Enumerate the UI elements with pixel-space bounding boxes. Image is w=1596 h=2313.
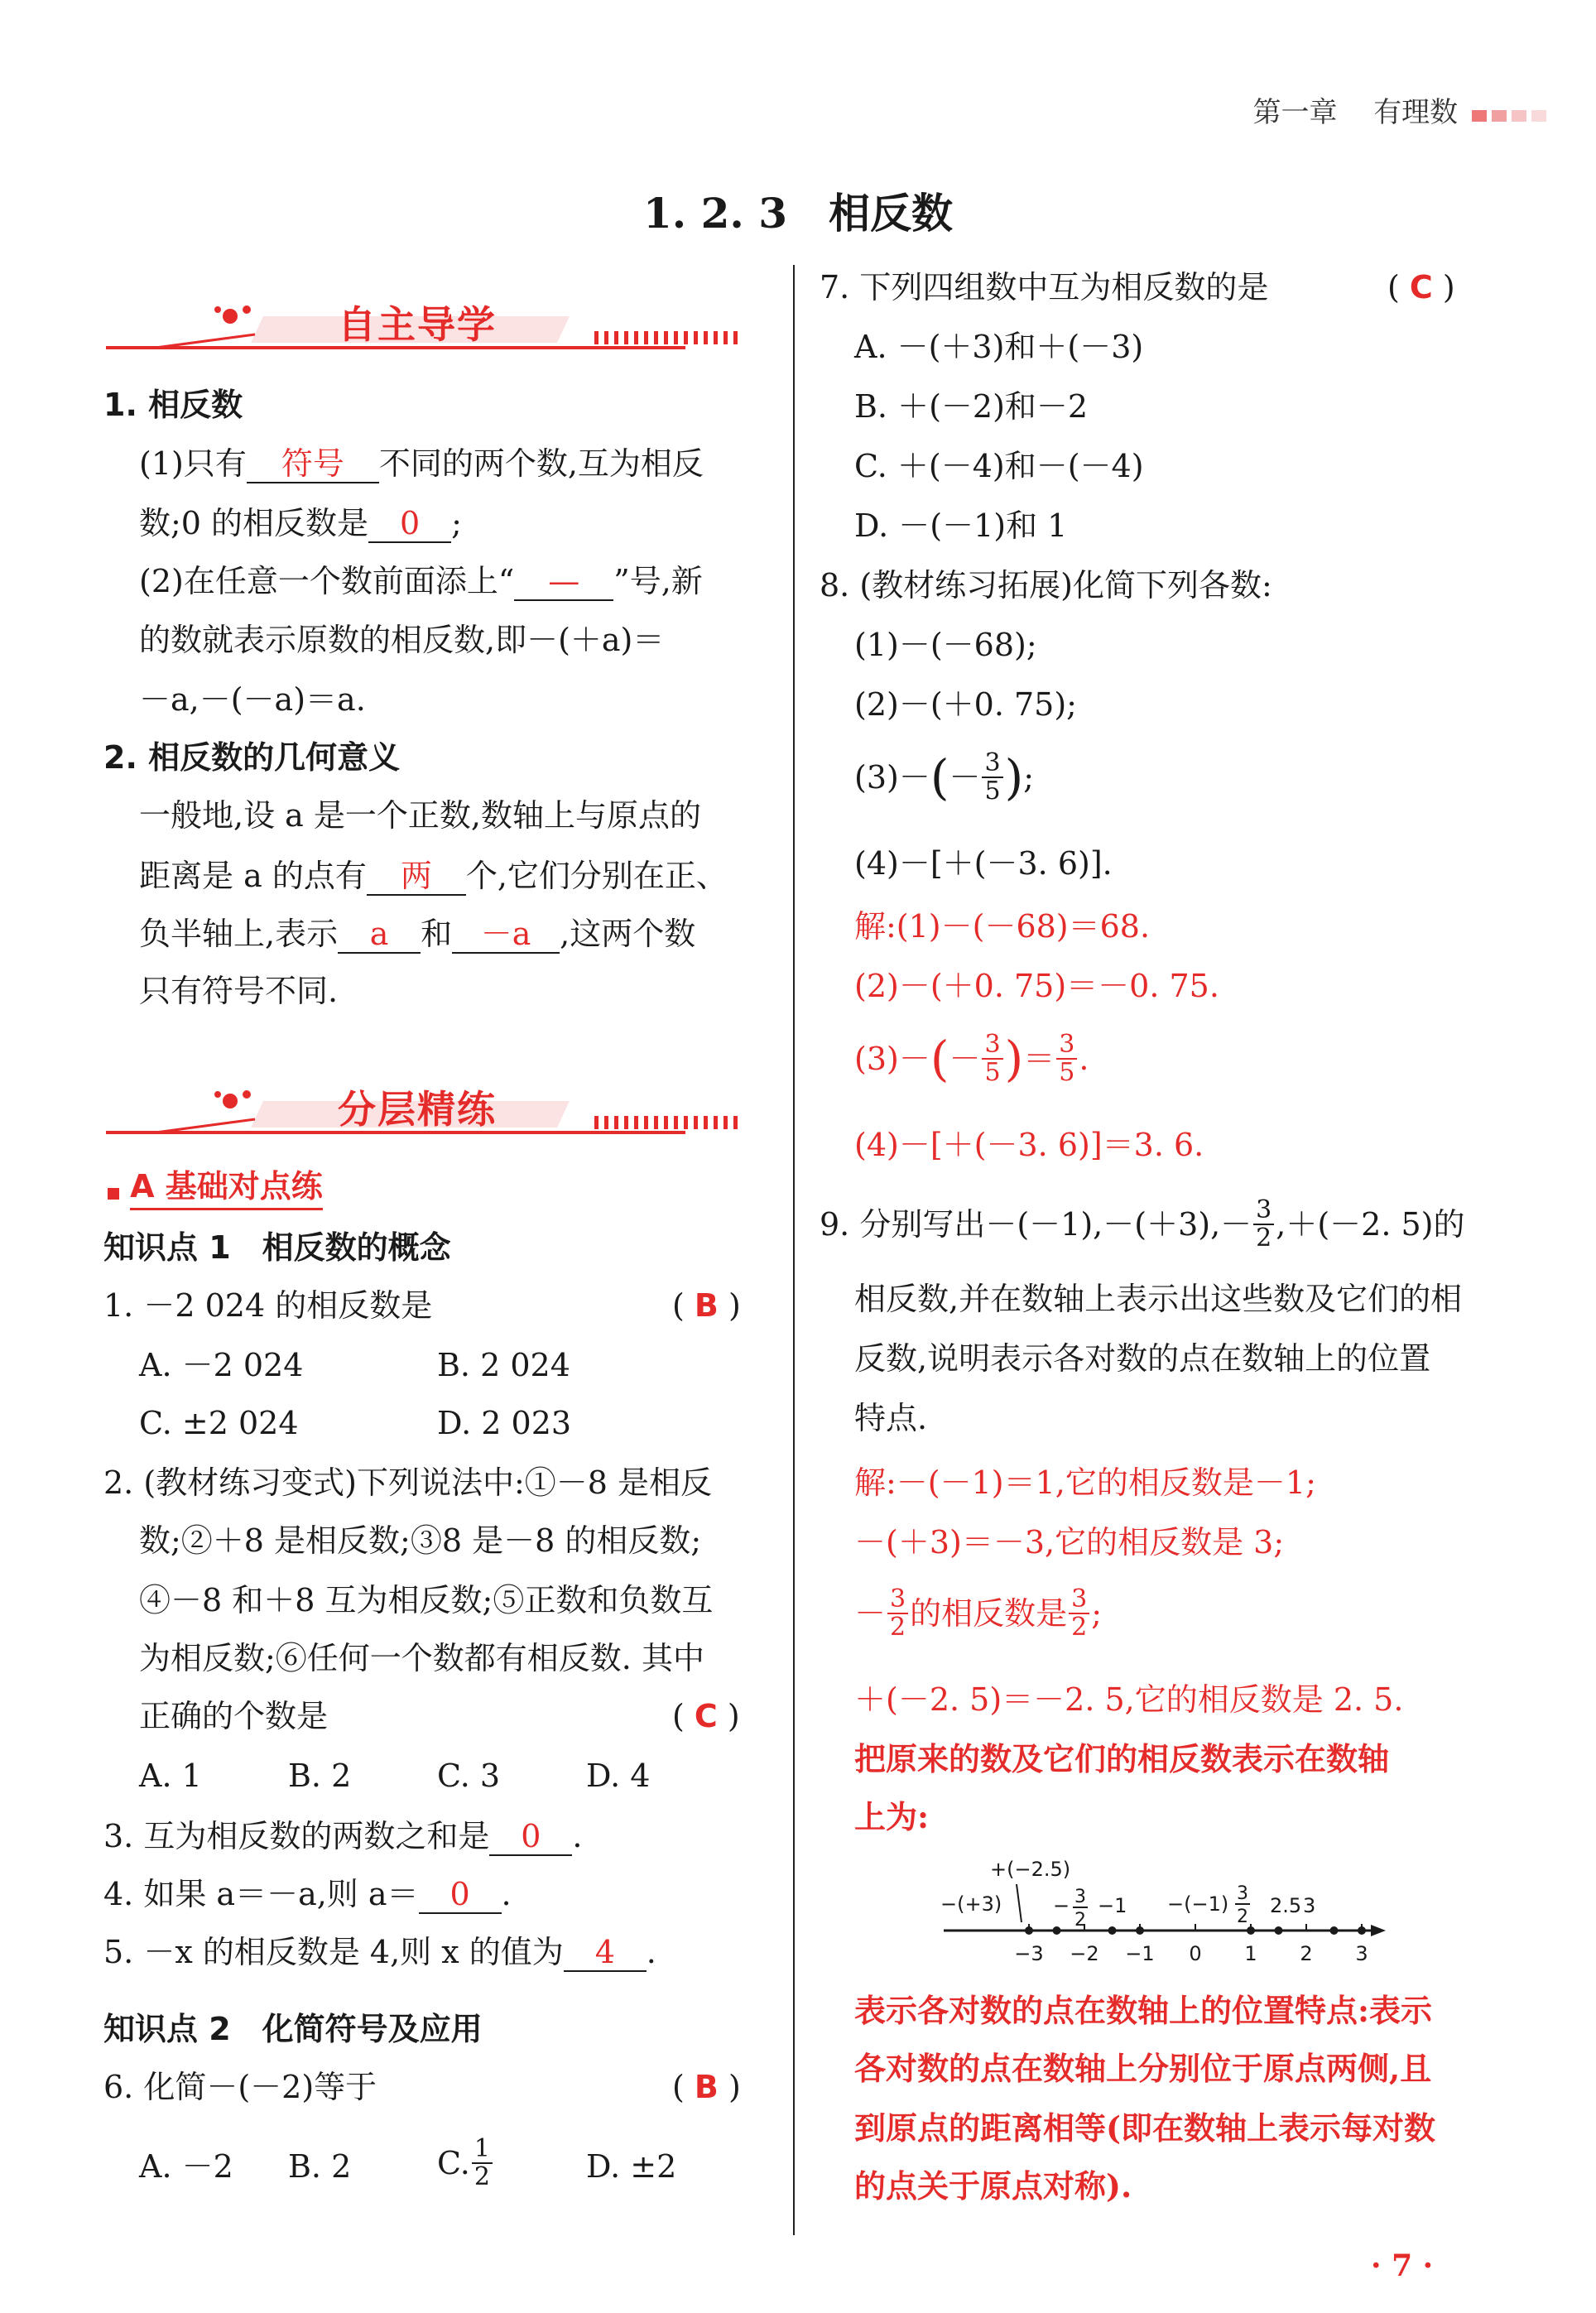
p6-option-c: C. $\frac{1}{2}$ <box>437 2136 494 2190</box>
chapter-title: 有理数 <box>1373 96 1459 129</box>
p2-option-c: C. 3 <box>437 1758 501 1794</box>
p8-stem: 8. (教材练习拓展)化简下列各数: <box>820 567 1272 603</box>
p2-answer: ( C ) <box>672 1698 740 1734</box>
tick-label: −1 <box>1125 1942 1155 1965</box>
p2-line5: 正确的个数是 <box>139 1698 329 1734</box>
label-plus-neg-2-5: +(−2.5) <box>990 1858 1071 1881</box>
q1-line4: 的数就表示原数的相反数,即－(＋a)＝ <box>139 622 665 658</box>
p9-solution-5: 把原来的数及它们的相反数表示在数轴 <box>854 1740 1390 1777</box>
p8-solution-3: (3)－ ( － $\frac{3}{5}$ ) ＝ $\frac{3}{5}$ . <box>854 1030 1089 1087</box>
frac-num: 3 <box>1074 1887 1086 1907</box>
p2-line1: 2. (教材练习变式)下列说法中:①－8 是相反 <box>103 1464 713 1501</box>
number-point <box>1275 1926 1283 1935</box>
p7-option-d: D. －(－1)和 1 <box>854 507 1068 544</box>
frac-num: 3 <box>1237 1883 1248 1904</box>
tick-label: 3 <box>1355 1942 1368 1965</box>
p6-option-d: D. ±2 <box>586 2148 677 2185</box>
number-point <box>1025 1926 1033 1935</box>
tick-label: 2 <box>1300 1942 1313 1965</box>
fraction: $\frac{1}{2}$ <box>472 2136 493 2190</box>
tick-label: −3 <box>1014 1942 1044 1965</box>
p2-option-a: A. 1 <box>139 1758 202 1794</box>
q1-line5: －a,－(－a)＝a. <box>139 681 366 718</box>
p9-solution-3: － $\frac{3}{2}$ 的相反数是 $\frac{3}{2}$ ; <box>854 1584 1103 1642</box>
p3: 3. 互为相反数的两数之和是 0 . <box>103 1818 583 1854</box>
p8-item-3: (3)－ ( － $\frac{3}{5}$ ) ; <box>854 748 1035 805</box>
q2-title: 2. 相反数的几何意义 <box>103 739 401 776</box>
chapter-header <box>1253 89 1546 130</box>
p9-line1: 9. 分别写出－(－1),－(＋3),－ $\frac{3}{2}$ ,＋(－2. 5)的 <box>820 1195 1465 1253</box>
p8-solution-4: (4)－[＋(－3. 6)]＝3. 6. <box>854 1127 1204 1163</box>
q2-blank-3: －a <box>452 917 560 954</box>
p8-item-2: (2)－(＋0. 75); <box>854 686 1077 723</box>
frac-den: 2 <box>1074 1910 1086 1931</box>
p2-option-d: D. 4 <box>586 1758 651 1794</box>
square-icon <box>108 1188 119 1200</box>
p8-solution-2: (2)－(＋0. 75)＝－0. 75. <box>854 968 1219 1004</box>
tick-label-group <box>1014 1942 1368 1965</box>
q2-line4: 只有符号不同. <box>139 973 339 1009</box>
label-neg-neg-1: −(−1) <box>1167 1892 1229 1916</box>
p9-solution-1: 解:－(－1)＝1,它的相反数是－1; <box>854 1464 1316 1501</box>
deco-square <box>1492 110 1507 122</box>
chapter-label: 第一章 <box>1252 96 1338 129</box>
p3-blank: 0 <box>489 1820 572 1856</box>
q2-line3: 负半轴上,表示 a 和 －a ,这两个数 <box>139 916 696 952</box>
q1-line3: (2)在任意一个数前面添上“ — ”号,新 <box>139 563 703 599</box>
tick-label: 0 <box>1189 1942 1202 1965</box>
p2-option-b: B. 2 <box>288 1758 352 1794</box>
label-minus: − <box>1053 1894 1070 1917</box>
level-a-text: A 基础对点练 <box>130 1168 323 1210</box>
q2-blank-2: a <box>338 917 421 954</box>
deco-square <box>1472 110 1487 122</box>
label-neg-1: −1 <box>1098 1894 1127 1917</box>
p7-option-c: C. ＋(－4)和－(－4) <box>854 448 1144 484</box>
fraction: $\frac{3}{2}$ <box>1253 1197 1274 1251</box>
label-3: 3 <box>1303 1894 1316 1917</box>
p9-conclusion-1: 表示各对数的点在数轴上的位置特点:表示 <box>854 1992 1433 2029</box>
knowledge-point-2: 知识点 2 化简符号及应用 <box>103 2011 483 2047</box>
q2-line1: 一般地,设 a 是一个正数,数轴上与原点的 <box>139 797 701 834</box>
number-point <box>1330 1926 1339 1935</box>
number-point <box>1247 1926 1255 1935</box>
deco-square <box>1531 110 1546 122</box>
label-2-5: 2.5 <box>1270 1894 1302 1917</box>
p6-stem: 6. 化简－(－2)等于 <box>103 2069 377 2105</box>
number-point <box>1358 1926 1366 1935</box>
p9-line2: 相反数,并在数轴上表示出这些数及它们的相 <box>854 1281 1463 1317</box>
tick-label: 1 <box>1244 1942 1257 1965</box>
number-point <box>1053 1926 1061 1935</box>
axis-arrow <box>1371 1925 1386 1936</box>
p1-option-c: C. ±2 024 <box>139 1405 299 1441</box>
p1-option-d: D. 2 023 <box>437 1405 572 1441</box>
p9-solution-4: ＋(－2. 5)＝－2. 5,它的相反数是 2. 5. <box>854 1681 1404 1718</box>
p1-option-a: A. －2 024 <box>139 1347 304 1383</box>
p1-option-b: B. 2 024 <box>437 1347 570 1383</box>
number-line <box>927 1851 1391 1967</box>
column-divider <box>793 265 795 2235</box>
p9-conclusion-2: 各对数的点在数轴上分别位于原点两侧,且 <box>854 2050 1432 2087</box>
banner-title: 分层精练 <box>338 1087 497 1132</box>
p9-conclusion-4: 的点关于原点对称). <box>854 2167 1132 2205</box>
level-a-label <box>108 1161 323 1206</box>
q1-blank-3: — <box>514 565 613 601</box>
p9-conclusion-3: 到原点的距离相等(即在数轴上表示每对数 <box>854 2109 1435 2147</box>
p6-answer: ( B ) <box>672 2069 741 2105</box>
p8-item-4: (4)－[＋(－3. 6)]. <box>854 845 1113 882</box>
tick-label: −2 <box>1070 1942 1099 1965</box>
p9-solution-6: 上为: <box>854 1798 930 1835</box>
fraction: $\frac{3}{5}$ <box>982 750 1002 804</box>
knowledge-point-1: 知识点 1 相反数的概念 <box>103 1229 451 1266</box>
p4: 4. 如果 a＝－a,则 a＝ 0 . <box>103 1876 512 1912</box>
p7-option-b: B. ＋(－2)和－2 <box>854 388 1089 425</box>
p8-solution-1: 解:(1)－(－68)＝68. <box>854 908 1151 945</box>
fraction: $\frac{3}{2}$ <box>1069 1586 1089 1640</box>
q1-blank-1: 符号 <box>247 447 379 483</box>
label-neg-pos-3: −(+3) <box>940 1892 1002 1916</box>
fraction: $\frac{3}{5}$ <box>982 1031 1002 1085</box>
number-point <box>1108 1926 1117 1935</box>
p5: 5. －x 的相反数是 4,则 x 的值为 4 . <box>103 1934 656 1970</box>
p2-line3: ④－8 和＋8 互为相反数;⑤正数和负数互 <box>139 1582 714 1618</box>
p1-answer: ( B ) <box>672 1287 741 1324</box>
p2-line4: 为相反数;⑥任何一个数都有相反数. 其中 <box>139 1640 704 1676</box>
p7-stem: 7. 下列四组数中互为相反数的是 <box>820 269 1269 305</box>
deco-square <box>1512 110 1526 122</box>
number-point <box>1136 1926 1144 1935</box>
point-labels <box>940 1858 1315 1931</box>
q1-blank-2: 0 <box>368 507 451 543</box>
q2-line2: 距离是 a 的点有 两 个,它们分别在正、 <box>139 858 728 894</box>
p7-option-a: A. －(＋3)和＋(－3) <box>854 329 1144 365</box>
q2-blank-1: 两 <box>367 859 466 896</box>
p1-stem: 1. －2 024 的相反数是 <box>103 1287 433 1324</box>
page-number: · 7 · <box>1371 2248 1434 2283</box>
p2-line2: 数;②＋8 是相反数;③8 是－8 的相反数; <box>139 1522 702 1559</box>
banner-self-study <box>106 291 752 358</box>
p5-blank: 4 <box>564 1936 647 1972</box>
p9-line4: 特点. <box>854 1400 928 1436</box>
q1-line1: (1)只有 符号 不同的两个数,互为相反 <box>139 445 704 482</box>
fraction: $\frac{3}{2}$ <box>887 1586 908 1640</box>
q1-line2: 数;0 的相反数是 0 ; <box>139 505 462 541</box>
banner-title: 自主导学 <box>338 302 497 347</box>
p6-option-a: A. －2 <box>139 2148 233 2185</box>
p7-answer: ( C ) <box>1387 269 1455 305</box>
p9-solution-2: －(＋3)＝－3,它的相反数是 3; <box>854 1524 1285 1560</box>
frac-den: 2 <box>1237 1907 1248 1927</box>
p8-item-1: (1)－(－68); <box>854 627 1037 663</box>
banner-practice <box>106 1076 752 1142</box>
p6-option-b: B. 2 <box>288 2148 352 2185</box>
section-title: 1. 2. 3 相反数 <box>643 189 953 238</box>
p4-blank: 0 <box>419 1878 502 1914</box>
p9-line3: 反数,说明表示各对数的点在数轴上的位置 <box>854 1340 1431 1377</box>
fraction: $\frac{3}{5}$ <box>1056 1031 1077 1085</box>
q1-title: 1. 相反数 <box>103 387 243 423</box>
